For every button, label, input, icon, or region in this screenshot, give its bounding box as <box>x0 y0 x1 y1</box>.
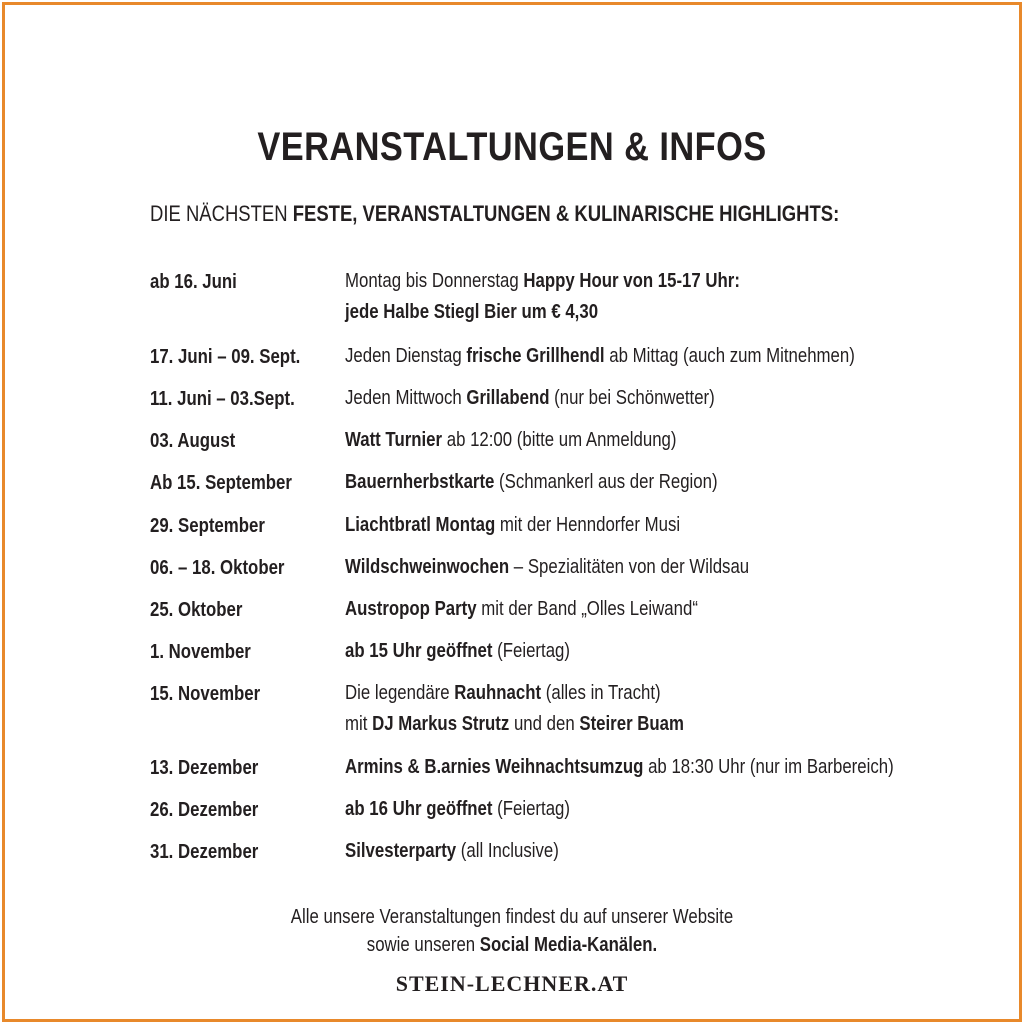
footer-line-1: Alle unsere Veranstaltungen findest du auf unserer Website <box>290 906 734 928</box>
event-text: (Schmankerl aus der Region) <box>494 471 718 493</box>
event-description <box>345 467 950 498</box>
event-highlight: Silvesterparty <box>345 840 457 862</box>
event-date: 31. Dezember <box>150 841 259 863</box>
event-description-line <box>345 709 950 740</box>
footer-line-2 <box>86 931 938 959</box>
event-date: 15. November <box>150 683 261 705</box>
event-highlight: Austropop Party <box>345 598 477 620</box>
event-text: ab 18:30 Uhr (nur im Barbereich) <box>643 756 894 778</box>
event-highlight: DJ Markus Strutz <box>372 713 510 735</box>
event-description <box>345 383 950 414</box>
event-date: 11. Juni – 03.Sept. <box>150 388 295 410</box>
event-highlight: Happy Hour von 15-17 Uhr: <box>523 270 740 292</box>
event-description <box>345 794 950 825</box>
event-text: Die legendäre <box>345 682 455 704</box>
event-date: ab 16. Juni <box>150 271 237 293</box>
event-date: 06. – 18. Oktober <box>150 557 285 579</box>
event-date: 1. November <box>150 641 251 663</box>
event-date: Ab 15. September <box>150 472 292 494</box>
event-text: (Feiertag) <box>492 798 570 820</box>
event-highlight: Grillabend <box>466 387 550 409</box>
website-link[interactable]: STEIN-LECHNER.AT <box>395 971 629 996</box>
footer-note <box>86 903 938 959</box>
event-highlight: frische Grillhendl <box>466 345 605 367</box>
event-description <box>345 510 950 541</box>
event-description <box>345 678 950 740</box>
event-text: mit der Henndorfer Musi <box>495 514 681 536</box>
event-date: 26. Dezember <box>150 799 259 821</box>
event-highlight: ab 15 Uhr geöffnet <box>345 640 493 662</box>
subtitle <box>150 201 840 227</box>
event-date: 29. September <box>150 515 265 537</box>
event-text: (alles in Tracht) <box>541 682 661 704</box>
event-date: 03. August <box>150 430 236 452</box>
event-highlight: jede Halbe Stiegl Bier um € 4,30 <box>345 301 599 323</box>
event-description-line <box>345 594 950 625</box>
event-highlight: ab 16 Uhr geöffnet <box>345 798 493 820</box>
event-date: 13. Dezember <box>150 757 259 779</box>
event-date: 25. Oktober <box>150 599 243 621</box>
event-highlight: Rauhnacht <box>454 682 542 704</box>
event-description <box>345 636 950 667</box>
event-description-line <box>345 510 950 541</box>
event-description-line <box>345 678 950 709</box>
event-description <box>345 341 950 372</box>
event-text: Jeden Mittwoch <box>345 387 467 409</box>
event-description-line <box>345 836 950 867</box>
event-highlight: Liachtbratl Montag <box>345 514 496 536</box>
event-date: 17. Juni – 09. Sept. <box>150 346 301 368</box>
footer-social-media: Social Media-Kanälen. <box>479 934 658 956</box>
event-description-line <box>345 636 950 667</box>
event-highlight: Steirer Buam <box>579 713 684 735</box>
event-description-line <box>345 794 950 825</box>
event-text: Montag bis Donnerstag <box>345 270 524 292</box>
event-text: mit <box>345 713 373 735</box>
event-description <box>345 594 950 625</box>
event-description-line <box>345 341 950 372</box>
event-description <box>345 552 950 583</box>
event-text: (nur bei Schönwetter) <box>549 387 715 409</box>
event-description-line <box>345 552 950 583</box>
event-description-line <box>345 383 950 414</box>
event-highlight: Armins & B.arnies Weihnachtsumzug <box>345 756 644 778</box>
page-frame <box>2 2 1022 1022</box>
event-highlight: Watt Turnier <box>345 429 443 451</box>
event-highlight: Wildschweinwochen <box>345 556 510 578</box>
event-text: ab Mittag (auch zum Mitnehmen) <box>604 345 855 367</box>
subtitle-highlight: FESTE, VERANSTALTUNGEN & KULINARISCHE HIGHLIGHTS: <box>292 201 840 226</box>
event-description <box>345 425 950 456</box>
event-text: Jeden Dienstag <box>345 345 467 367</box>
event-description-line <box>345 752 950 783</box>
page-title: VERANSTALTUNGEN & INFOS <box>257 125 767 169</box>
subtitle-prefix: DIE NÄCHSTEN <box>150 201 293 226</box>
event-description <box>345 266 950 328</box>
event-description <box>345 836 950 867</box>
footer-line-2-prefix: sowie unseren <box>366 934 480 956</box>
event-description-line <box>345 297 950 328</box>
event-text: (all Inclusive) <box>456 840 559 862</box>
event-text: mit der Band „Olles Leiwand“ <box>476 598 698 620</box>
event-description-line <box>345 467 950 498</box>
event-highlight: Bauernherbstkarte <box>345 471 495 493</box>
event-text: – Spezialitäten von der Wildsau <box>509 556 750 578</box>
event-text: und den <box>509 713 580 735</box>
event-description-line <box>345 266 950 297</box>
event-text: ab 12:00 (bitte um Anmeldung) <box>442 429 677 451</box>
event-description-line <box>345 425 950 456</box>
event-text: (Feiertag) <box>492 640 570 662</box>
event-description <box>345 752 950 783</box>
